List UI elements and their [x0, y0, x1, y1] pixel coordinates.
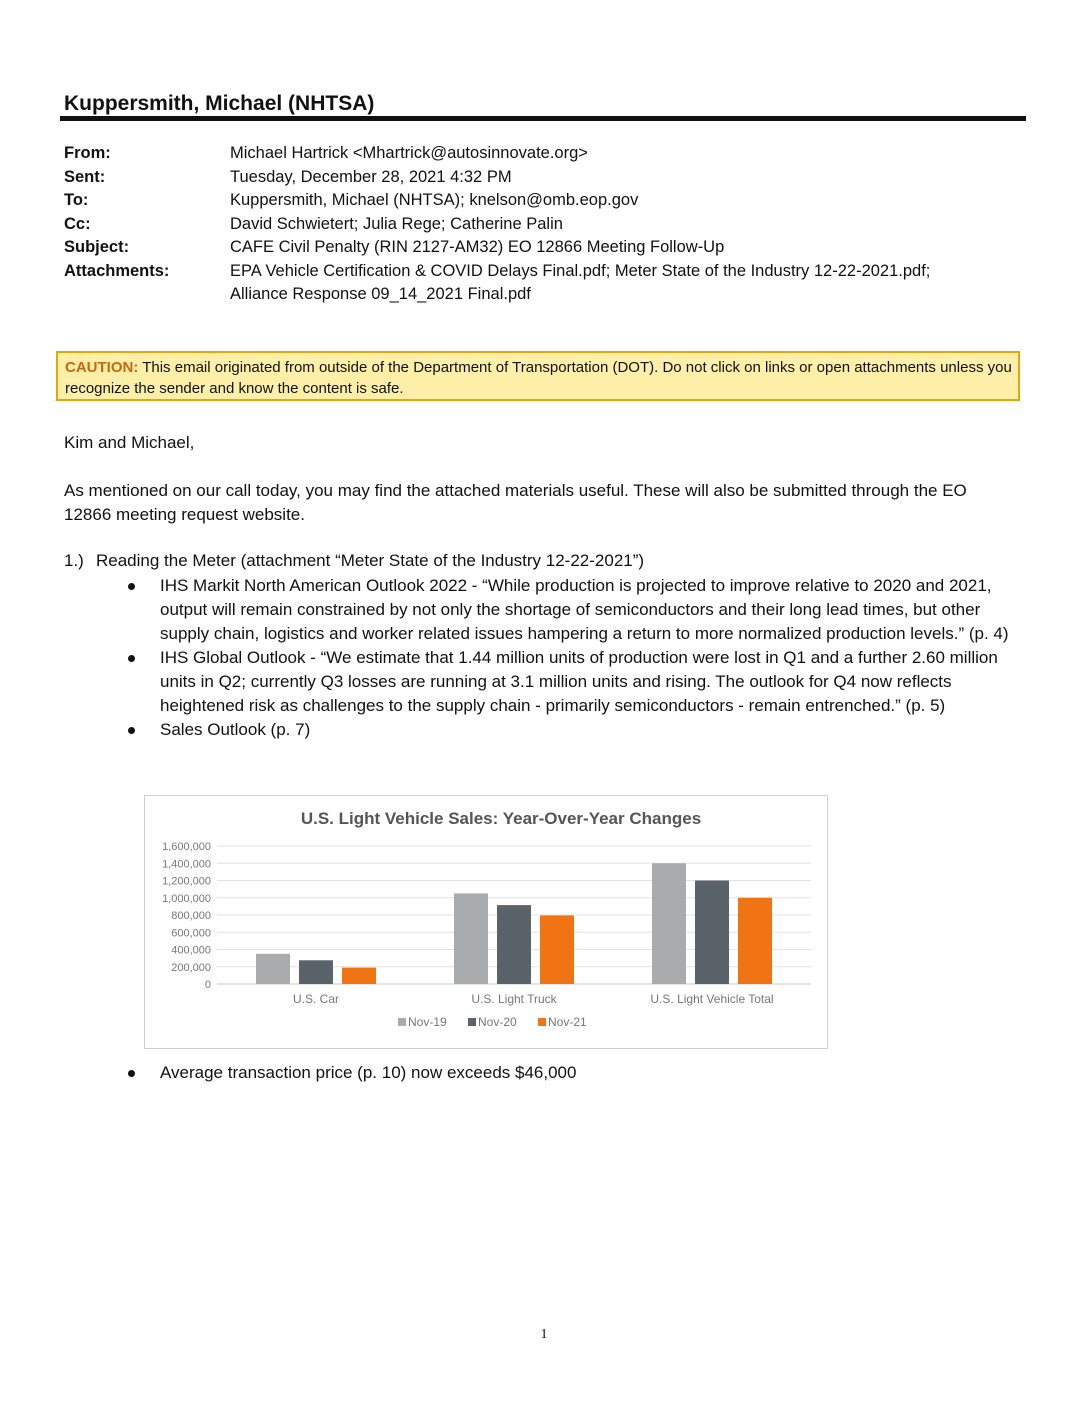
- header-value: Tuesday, December 28, 2021 4:32 PM: [230, 167, 512, 186]
- bullet-icon: [128, 583, 135, 590]
- item-text: Reading the Meter (attachment “Meter State of the Industry 12-22-2021”): [96, 551, 645, 570]
- header-value: David Schwietert; Julia Rege; Catherine Palin: [230, 214, 563, 233]
- bullet-text: Average transaction price (p. 10) now exceeds $46,000: [160, 1063, 577, 1082]
- header-label: [64, 283, 230, 307]
- header-row-cc: [64, 213, 1020, 237]
- header-label: Attachments:: [64, 261, 170, 280]
- page-number: 1: [540, 1327, 548, 1342]
- list-item: [128, 1061, 1050, 1085]
- mailbox-owner: Kuppersmith, Michael (NHTSA): [64, 92, 375, 115]
- bar-nov-20: [299, 960, 333, 984]
- header-value: CAFE Civil Penalty (RIN 2127-AM32) EO 12866 Meeting Follow-Up: [230, 238, 725, 256]
- header-rule: [60, 116, 1026, 121]
- bar-nov-19: [652, 863, 686, 984]
- header-row-attachments: [64, 260, 1020, 284]
- caution-text: This email originated from outside of the Department of Transportation (DOT). Do not click on links or open attachments unless you recognize the sender and know the content is safe.: [65, 359, 1012, 397]
- header-row-from: [64, 142, 1020, 166]
- x-tick-label: U.S. Light Truck: [471, 992, 557, 1006]
- y-tick-label: 1,600,000: [162, 841, 211, 853]
- header-label: Sent:: [64, 167, 106, 186]
- bar-nov-21: [738, 898, 772, 984]
- y-tick-label: 600,000: [171, 927, 211, 940]
- bullet-text: Sales Outlook (p. 7): [160, 720, 311, 739]
- y-tick-label: 1,400,000: [162, 858, 211, 871]
- bullet-icon: [128, 727, 135, 734]
- header-value: Alliance Response 09_14_2021 Final.pdf: [230, 285, 531, 303]
- caution-label: CAUTION:: [65, 359, 139, 376]
- header-label: Cc:: [64, 214, 91, 233]
- header-row-to: [64, 189, 1020, 213]
- bar-nov-20: [497, 905, 531, 984]
- legend-swatch: [468, 1018, 476, 1026]
- bullet-text: IHS Global Outlook - “We estimate that 1.44 million units of production were lost in Q1 and a further 2.60 million units in Q2; currently Q3 losses are running at 3.1 million units and rising. The outlook for Q4 now reflects heightened risk as challenges to the supply chain - primarily semiconductors - remain entrenched.” (p. 5): [160, 648, 998, 715]
- header-label: Subject:: [64, 238, 130, 256]
- numbered-item: [64, 549, 644, 573]
- y-tick-label: 800,000: [171, 910, 211, 922]
- header-value: Michael Hartrick <Mhartrick@autosinnovate.org>: [230, 144, 588, 162]
- chart-svg: [145, 796, 827, 1048]
- y-tick-label: 0: [204, 979, 211, 991]
- intro-paragraph: As mentioned on our call today, you may find the attached materials useful. These will also be submitted through the EO 12866 meeting request website.: [64, 481, 967, 524]
- x-tick-label: U.S. Light Vehicle Total: [650, 992, 774, 1006]
- header-row-subject: [64, 236, 1020, 260]
- legend-swatch: [398, 1018, 406, 1026]
- legend-label: Nov-21: [548, 1015, 587, 1029]
- bar-nov-19: [256, 954, 290, 984]
- header-row-sent: [64, 166, 1020, 190]
- bar-nov-21: [540, 915, 574, 984]
- y-tick-label: 1,000,000: [162, 892, 211, 905]
- y-tick-label: 200,000: [171, 961, 211, 974]
- legend-label: Nov-19: [408, 1015, 447, 1029]
- greeting: Kim and Michael,: [64, 433, 195, 452]
- header-value: EPA Vehicle Certification & COVID Delays Final.pdf; Meter State of the Industry 12-22-2021.pdf;: [230, 261, 931, 280]
- bullet-text: IHS Markit North American Outlook 2022 - “While production is projected to improve relative to 2020 and 2021, output will remain constrained by not only the shortage of semiconductors and their long lead times, but other supply chain, logistics and worker related issues hampering a return to more normalized production levels.” (p. 4): [160, 576, 1009, 643]
- list-item: [128, 718, 1018, 742]
- item-number: 1.): [64, 551, 84, 570]
- y-tick-label: 400,000: [171, 944, 211, 957]
- bullet-icon: [128, 655, 135, 662]
- bar-nov-20: [695, 881, 729, 985]
- header-label: From:: [64, 144, 111, 162]
- legend-label: Nov-20: [478, 1015, 517, 1029]
- caution-banner: [56, 351, 1020, 401]
- legend-swatch: [538, 1018, 546, 1026]
- sales-chart: [144, 795, 828, 1049]
- bar-nov-21: [342, 968, 376, 984]
- chart-title: U.S. Light Vehicle Sales: Year-Over-Year Changes: [300, 809, 702, 828]
- list-item: [128, 646, 1018, 718]
- bar-nov-19: [454, 893, 488, 984]
- list-item: [128, 574, 1018, 646]
- email-headers: [64, 142, 1020, 307]
- y-tick-label: 1,200,000: [162, 875, 211, 888]
- bullet-icon: [128, 1070, 135, 1077]
- x-tick-label: U.S. Car: [292, 992, 340, 1006]
- header-row-attachments-cont: [64, 283, 1020, 307]
- header-label: To:: [64, 191, 89, 209]
- header-value: Kuppersmith, Michael (NHTSA); knelson@omb.eop.gov: [230, 191, 639, 209]
